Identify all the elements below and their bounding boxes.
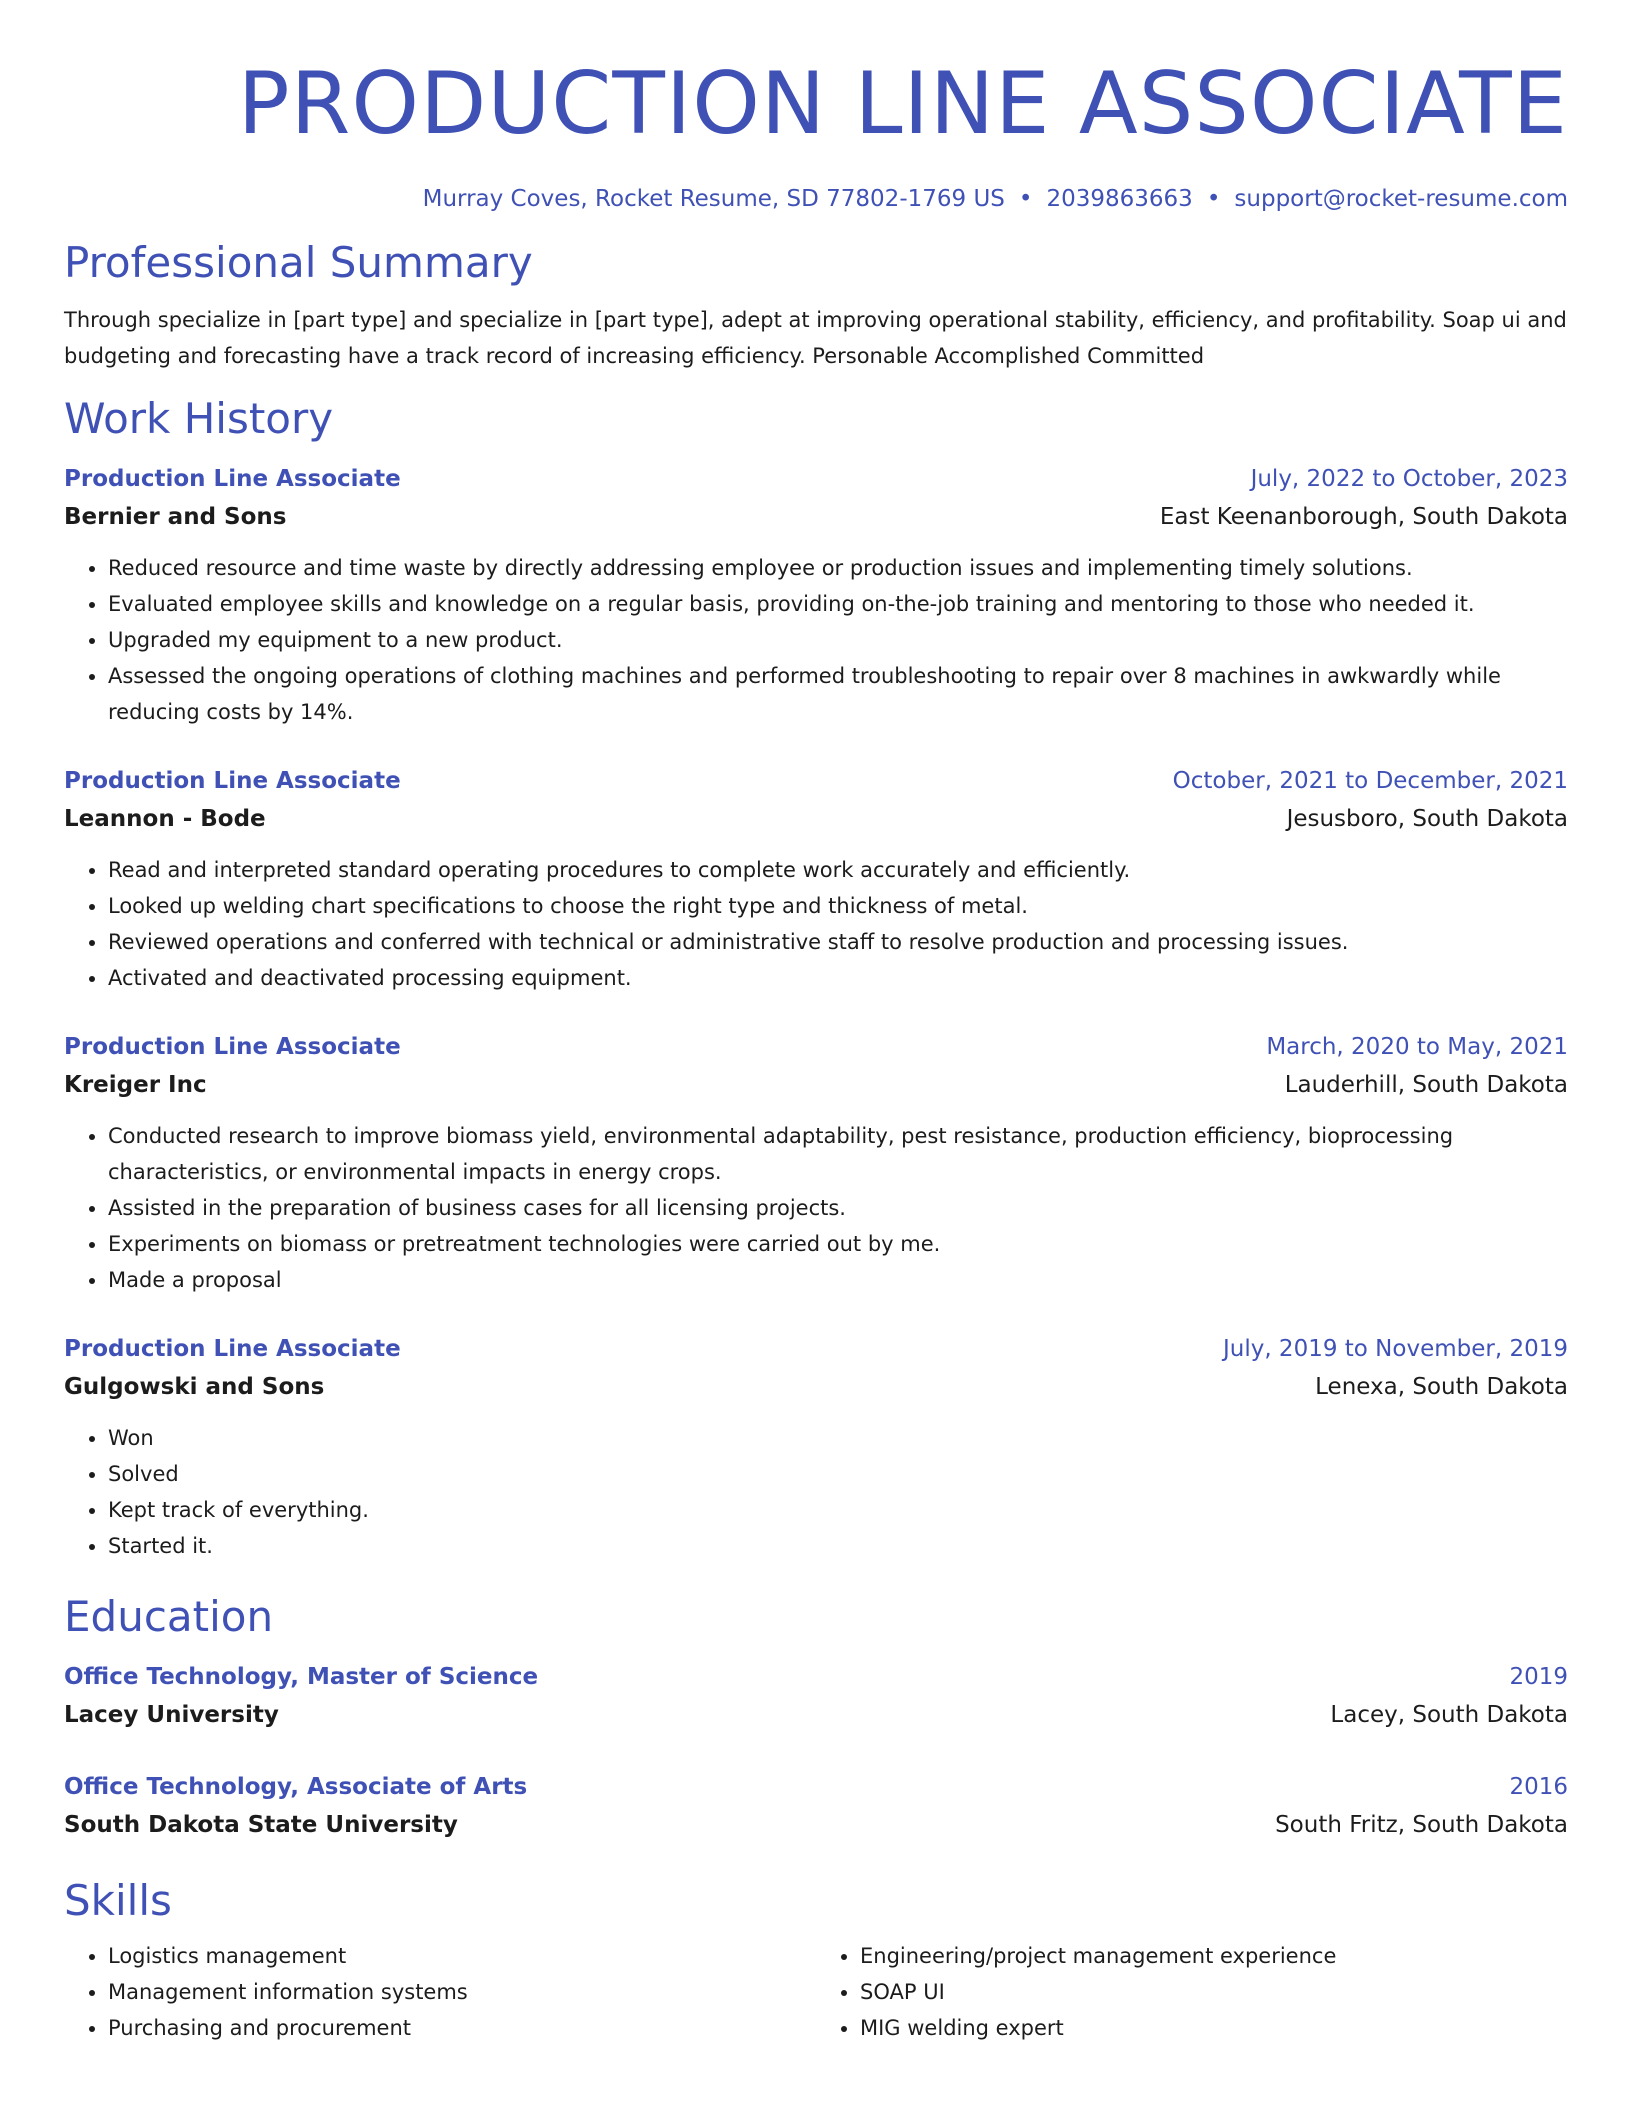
job-entry [64,1028,1568,1298]
job-location: Lenexa, South Dakota [1315,1374,1568,1400]
job-role: Production Line Associate [64,466,401,492]
job-company: Kreiger Inc [64,1072,207,1098]
skill-item: • Logistics management [108,1938,816,1974]
job-bullet: • Conducted research to improve biomass yield, environmental adaptability, pest resistance, production efficiency, bioprocessing characteristics, or environmental impacts in energy crops. [108,1118,1568,1190]
summary-text: Through specialize in [part type] and specialize in [part type], adept at improving operational stability, efficiency, and profitability. Soap ui and budgeting and forecasting have a track record of increasing efficiency. Personable Accomplished Committed [64,308,1567,368]
resume-header [64,54,1568,214]
job-bullet: • Kept track of everything. [108,1492,1568,1528]
job-entry [64,762,1568,996]
job-bullet: • Looked up welding chart specifications to choose the right type and thickness of metal. [108,888,1568,924]
job-dates: July, 2019 to November, 2019 [1222,1336,1568,1362]
job-bullet: • Made a proposal [108,1262,1568,1298]
work-history-heading: Work History [64,394,334,443]
education-degree: Office Technology, Associate of Arts [64,1774,528,1800]
job-bullets [64,1118,1568,1298]
job-bullet: • Reviewed operations and conferred with technical or administrative staff to resolve production and processing issues. [108,924,1568,960]
skill-item: • Engineering/project management experience [860,1938,1568,1974]
job-location: Jesusboro, South Dakota [1286,806,1568,832]
resume-content [64,0,1568,2046]
skills-list [64,1938,1568,2046]
job-role: Production Line Associate [64,768,401,794]
job-dates: July, 2022 to October, 2023 [1250,466,1568,492]
job-bullet: • Evaluated employee skills and knowledge on a regular basis, providing on-the-job training and mentoring to those who needed it. [108,586,1568,622]
job-dates: October, 2021 to December, 2021 [1172,768,1568,794]
job-company: Gulgowski and Sons [64,1374,325,1400]
contact-separator: • [1206,186,1221,212]
job-bullet: • Solved [108,1456,1568,1492]
education-entry [64,1768,1568,1844]
contact-line [64,184,1568,214]
job-bullet: • Assessed the ongoing operations of clothing machines and performed troubleshooting to repair over 8 machines in awkwardly while reducing costs by 14%. [108,658,1568,730]
job-bullet: • Activated and deactivated processing equipment. [108,960,1568,996]
job-role: Production Line Associate [64,1336,401,1362]
education-location: South Fritz, South Dakota [1275,1812,1568,1838]
contact-phone[interactable]: 2039863663 [1046,186,1193,212]
job-entry [64,460,1568,730]
job-location: East Keenanborough, South Dakota [1159,504,1568,530]
education-school: Lacey University [64,1702,279,1728]
education-entry [64,1658,1568,1734]
education-school: South Dakota State University [64,1812,458,1838]
candidate-title: PRODUCTION LINE ASSOCIATE [237,54,1568,154]
contact-separator: • [1018,186,1033,212]
job-dates: March, 2020 to May, 2021 [1266,1034,1568,1060]
job-company: Bernier and Sons [64,504,287,530]
job-bullets [64,852,1568,996]
job-bullet: • Assisted in the preparation of business cases for all licensing projects. [108,1190,1568,1226]
job-bullet: • Read and interpreted standard operating procedures to complete work accurately and efficiently. [108,852,1568,888]
job-company: Leannon - Bode [64,806,266,832]
job-bullets [64,1420,1568,1564]
skills-heading: Skills [64,1876,172,1925]
education-year: 2016 [1509,1774,1568,1800]
job-bullets [64,550,1568,730]
contact-address: Murray Coves, Rocket Resume, SD 77802-1769 US [422,186,1005,212]
job-entry [64,1330,1568,1564]
skill-item: • Purchasing and procurement [108,2010,816,2046]
education-location: Lacey, South Dakota [1330,1702,1568,1728]
job-bullet: • Reduced resource and time waste by directly addressing employee or production issues and implementing timely solutions. [108,550,1568,586]
education-year: 2019 [1509,1664,1568,1690]
summary-heading: Professional Summary [64,238,533,287]
job-bullet: • Upgraded my equipment to a new product. [108,622,1568,658]
skills-column-left [64,1938,816,2046]
education-degree: Office Technology, Master of Science [64,1664,539,1690]
skill-item: • MIG welding expert [860,2010,1568,2046]
education-heading: Education [64,1592,274,1641]
job-bullet: • Started it. [108,1528,1568,1564]
job-bullet: • Won [108,1420,1568,1456]
skills-column-right [816,1938,1568,2046]
skill-item: • SOAP UI [860,1974,1568,2010]
contact-email[interactable]: support@rocket-resume.com [1234,186,1568,212]
job-bullet: • Experiments on biomass or pretreatment technologies were carried out by me. [108,1226,1568,1262]
job-location: Lauderhill, South Dakota [1284,1072,1568,1098]
job-role: Production Line Associate [64,1034,401,1060]
skill-item: • Management information systems [108,1974,816,2010]
